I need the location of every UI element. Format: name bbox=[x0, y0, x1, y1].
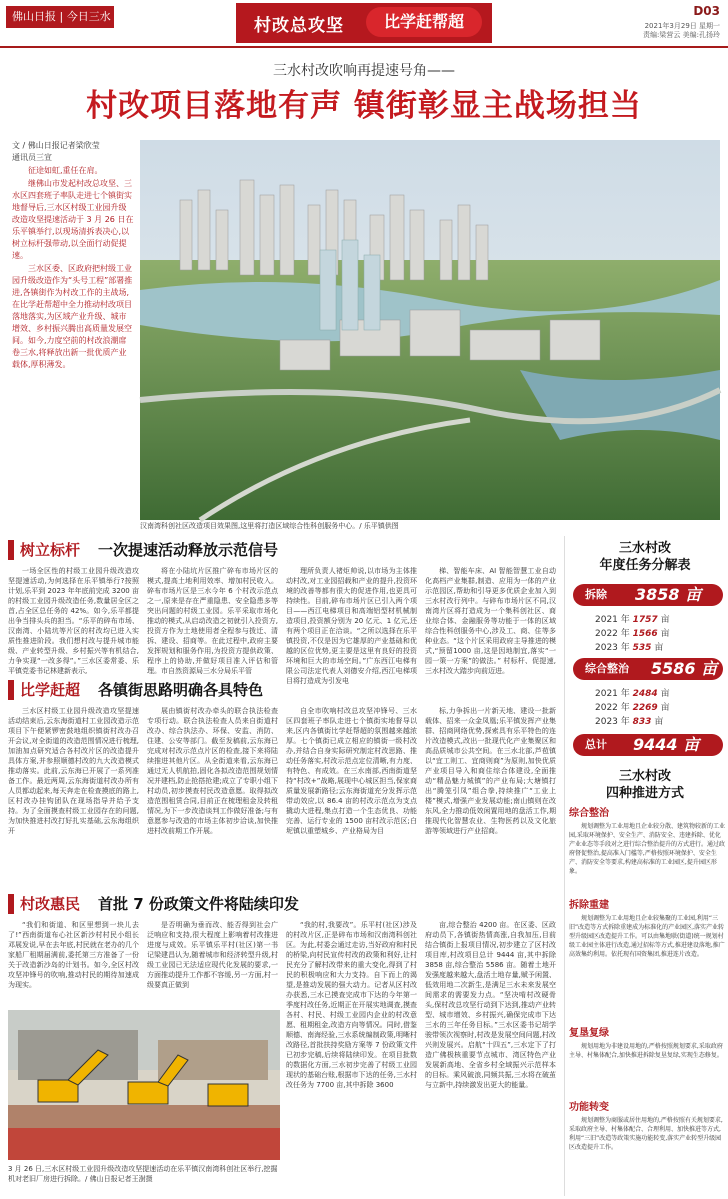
photo-caption: 汉南湾科创社区改造项目效果图,这里将打造区域综合性科创服务中心。/ 乐平镇供图 bbox=[140, 522, 399, 530]
section-heading-2 bbox=[8, 680, 556, 700]
rendering-image bbox=[140, 140, 720, 520]
method-item bbox=[569, 806, 725, 894]
section-heading-3 bbox=[8, 894, 556, 914]
banner-right: 比学赶帮超 bbox=[366, 7, 482, 37]
body-column bbox=[286, 706, 417, 886]
banner-left: 村改总攻坚 bbox=[254, 16, 344, 36]
section-marker bbox=[8, 894, 14, 914]
section-title: 各镇街思路明确各具特色 bbox=[98, 681, 264, 699]
year-row: 2022 年 1566 亩 bbox=[595, 629, 670, 639]
demolition-total bbox=[573, 584, 723, 606]
year-row: 2023 年 535 亩 bbox=[595, 643, 664, 653]
section-1-body bbox=[8, 566, 556, 685]
body-column bbox=[147, 566, 278, 675]
method-item bbox=[569, 1100, 725, 1192]
page-header bbox=[0, 0, 728, 48]
section-tag: 树立标杆 bbox=[20, 541, 81, 559]
methods-heading bbox=[565, 768, 725, 802]
body-text: 标,力争拆出一片新天地、建设一批新载体、招来一众金凤凰;乐平镇发挥产业集群、招商网络优势,探索具有乐平特色的连片改造模式,改出一批现代化产业集聚区和高品质城市公共空间。在三水北部,芦苞镇以“宜工则工、宜商则商”为原则,加快优质产业项目导入和商住综合体建设,全面推动“精品魅力城镇”的产业布局;大塘镇打出“腾笼引凤”组合拳,持续推广“工业上楼”模式,增强产业发展动能;南山镇则在改东风,全力推动低效闲置用地的盘活工作,期推现代化智慧农业、生物医药以及文化旅游等领域进行产业招商。 bbox=[425, 707, 556, 835]
table-title bbox=[565, 540, 725, 574]
article-kicker: 三水村改吹响再提速号角—— bbox=[273, 63, 455, 79]
body-column bbox=[8, 566, 139, 675]
body-column bbox=[286, 920, 417, 1196]
section-marker bbox=[8, 680, 14, 700]
grand-total bbox=[573, 734, 723, 756]
rendering-photo bbox=[140, 140, 720, 520]
body-text: 亩,综合整治 4200 亩。在区委、区政府动员下,各镇街热情高涨,自我加压,目前结合镇街上报项目情况,初步建立了区村改项目库,村改项目总计 9444 亩,其中拆除 3858 亩,综合整治 5586 亩。随着土地开发强度越来越大,盘活土地存量,赋予闲置、低效用地二次新生,是满足三水未来发展空间需求的需要发力点。“坚决啃村改硬骨头,保村改总攻坚行动到下达到,推动产业转型、城市增效、乡村振兴,确保完成市下达三水的三年任务目标。”三水区委书记胡学骏带领次视察时,村改是发展空间问题,村改兴则发展兴。启航“十四五”,三水定下了打造广佛极核重要节点城市、湾区特色产业发展新高地、全省乡村全域振兴示范样本的目标。乘风破浪,同频共振,三水将在破茧与立新中,持续激发出更大的能量。 bbox=[425, 921, 556, 1089]
article-byline: 文 / 佛山日报记者梁欣莹 通讯员三宣 bbox=[12, 141, 100, 162]
newspaper-logo: 佛山日报 | 今日三水 bbox=[6, 6, 114, 28]
body-column bbox=[286, 566, 417, 685]
method-item bbox=[569, 898, 725, 1022]
body-text: 是否明确为垂而改、能否得到社会广泛响应和支持,很大程度上影响着村改推进进度与成效。乐平镇乐平村(社区)第一书记梁建昌认为,随着城市和经济转型升级,村级工业园已无法适应现代化发展的要求,一方面推动提升工作都不容缓,另一方面,村一级要真正做到 bbox=[147, 921, 278, 989]
body-text: “我的村,我要改”。乐平村(社区)涉及的村改片区,正是碎布市场和汉南湾科创社区。为此,村委会通过走访,当好政府和村民的桥梁,向村民宣传村改的政策和利好,让村民充分了解村改带来的重大变化,得到了村民的积极响应和大力支持。自下而上的渴望,是推动发展的强大动力。记者从区村改办获悉,三水已摸查完成市下达的今年第一季度村改任务,近期正在开展实地调查,摸查各村、村民、村级工业园内企业的村改意愿、租期租金,改造方向等情况。同时,借鉴顺德、南海经验,三水系统编制政策,明晰村改路径,首批扶持奖励方案等 7 份政策文件已初步完稿,后续将陆续印发。在项目批数的数据化方面,三水初步完善了村级工业园现状的基础台账,根据市下达的任务,三水村改任务为 7700 亩,其中拆除 3600 bbox=[286, 921, 417, 1089]
methods-title-line1: 三水村改 bbox=[618, 769, 671, 784]
section-title: 首批 7 份政策文件将陆续印发 bbox=[98, 895, 299, 913]
section-tag: 村改惠民 bbox=[20, 895, 81, 913]
demolition-caption: 3 月 26 日,三水区村级工业园升级改造攻坚提速活动在乐平镇汉南湾科创社区举行,挖掘机对老旧厂房进行拆除。/ 佛山日报记者王澍摄 bbox=[8, 1165, 278, 1183]
method-text: 规划用地为非建设用地的,严格按照规划要求,采取政府主导、村集体配合,加快推进拆除复垦复绿,实现生态修复。 bbox=[569, 1043, 723, 1059]
methods-title-line2: 四种推进方式 bbox=[605, 786, 684, 801]
section-title: 一次提速活动释放示范信号 bbox=[98, 541, 279, 559]
renovation-total bbox=[573, 658, 723, 680]
body-text: 将在小陆坑片区推广碎布市场片区的模式,提高土地利用效率、增加村民收入。碎布市场片区是三水今年 6 个村改示范点之一,原来是存在严重隐患、安全隐患多等突出问题的村级工业园。乐平采取市场化推动的模式,从启动改造之初就引入投资方,投资方作为土地使用者全程参与拨迁、清拆、建设、招商等。在此过程中,政府主要发挥规划和服务作用,为投资方提供政策、程序上的协助,并做好项目准入评估和管理。市自然资源局三水分局乐平管 bbox=[147, 567, 278, 675]
sidebar-infobox bbox=[564, 536, 724, 1196]
year-row: 2021 年 1757 亩 bbox=[595, 615, 670, 625]
section-2-body bbox=[8, 706, 556, 886]
section-tag: 比学赶超 bbox=[20, 681, 81, 699]
table-title-line1: 三水村改 bbox=[618, 541, 671, 556]
body-text: 自全市吹响村改总攻坚冲锋号、三水区四套班子率队走进七个镇街实地督导以来,区内各镇街比学赶帮超的氛围越来越浓厚。七个镇街已成立相应的镇街一级村改办,并结合自身实际研究制定村改思路、推动任务落实,村改示范点定位清晰,有力度、有特色、有成效。在三水南部,西南街道坚持“村改+”战略,展现中心城区担当,保家商质量发展新路径;云东海街道充分发挥示范带动效应,以 86.4 亩的村改示范点为支点撬动大进程,集点打造一个生态优良、功能完善、运行专业的 1500 亩村改示范区;白坭镇以重塑城乡、产业格局为目 bbox=[286, 707, 417, 835]
page-number: D03 bbox=[693, 4, 720, 18]
method-item bbox=[569, 1026, 725, 1096]
demolition-image bbox=[8, 1010, 280, 1160]
table-title-line2: 年度任务分解表 bbox=[599, 558, 691, 573]
demolition-value: 3858 亩 bbox=[635, 585, 702, 604]
body-text: 一场全区性的村级工业园升级改造攻坚提速活动,为何选择在乐平镇举行?按照计划,乐平到 2023 年年底前完成 3200 亩的村级工业园升级改造任务,数量居全区之首,占全区总任务的 42%。如今,乐平都提出争当排头兵的担当。“乐平的碎布市场、汉南湾、小陆坑等片区的村改均已进入实质性推进阶段。我们想村改与提升城市能级、产业转型升级、乡村振兴等有机结合,力争实现“一改多得”。”三水区委常委、乐平镇党委书记林建新表示, bbox=[8, 567, 139, 675]
method-text: 规划调整为工业用地且企业较分散、建筑物较新的工业园,采取环境保护、安全生产、消防安全、违建拆除、优化产业业态等手段对之进行综合整治提升的方式进行。通过政府督促整治,提高准入门槛等,严格按照环境保护、安全生产、消防安全等要求,构建高标准的工业园区,提升园区形象。 bbox=[569, 823, 726, 875]
demolition-label: 拆除 bbox=[585, 588, 607, 601]
year-row: 2023 年 833 亩 bbox=[595, 717, 664, 727]
method-title: 拆除重建 bbox=[569, 900, 609, 911]
body-column bbox=[8, 706, 139, 886]
body-column bbox=[425, 706, 556, 886]
renovation-label: 综合整治 bbox=[585, 662, 629, 675]
section-heading-1 bbox=[8, 540, 556, 560]
year-row: 2022 年 2269 亩 bbox=[595, 703, 670, 713]
demolition-photo bbox=[8, 1010, 280, 1160]
grand-total-value: 9444 亩 bbox=[633, 735, 700, 754]
date-text: 2021年3月29日 星期一 bbox=[644, 22, 720, 30]
article-headline: 村改项目落地有声 镇街彰显主战场担当 bbox=[86, 88, 642, 124]
lead-p1: 征途如虹,重任在肩。 bbox=[28, 166, 103, 175]
issue-date bbox=[643, 22, 720, 40]
body-column bbox=[147, 706, 278, 886]
method-title: 综合整治 bbox=[569, 808, 609, 819]
method-title: 功能转变 bbox=[569, 1102, 609, 1113]
body-text: 理所负责人褚炬帅说,以市场为主体推动村改,对工业园招载和产业的提升,投资环境的改善等都有很大的促进作用,也更具可持续性。目前,碎布市场片区已引入两个项目——西江电梯项目和高端铝型材机械制造项目,投资额分别为 20 亿元、1 亿元,还有两个项目正在洽谈。“之所以选择在乐平镇投资,不仅是因为它雄厚的产业基础和优越的区位优势,更主要是这里有良好的投资环境和巨大的市场空间。”广东西江电梯有限公司法定代表人刘德安介绍,西江电梯项目将打造成为引发电 bbox=[286, 567, 417, 685]
lead-paragraphs bbox=[12, 165, 134, 515]
grand-total-label: 总计 bbox=[585, 738, 607, 751]
section-marker bbox=[8, 540, 14, 560]
method-text: 规划调整为工业用地且企业较集聚的工业园,利用“三旧”改造等方式拆除重建成为标准化的产业园区,落实产业转型升级园区改造提升工作。可以由集地联(街道)统一规划村级工业园主体进行改造,通过招标等方式,推进建设落地,推广高效集约利用。依托现有国资集团,推进连片改造。 bbox=[569, 915, 725, 958]
renovation-value: 5586 亩 bbox=[651, 659, 718, 678]
section-banner bbox=[236, 3, 492, 43]
editors-text: 责编:梁营云 美编:孔扬玲 bbox=[643, 31, 720, 39]
body-text: 三水区村级工业园升级改造攻坚提速活动结束后,云东海街道村工业园改造示范项目下午便紧锣密鼓地组织镇街村改办召开会议,对全街道的改造范围情况进行梳理,加油加点研究适合各村改片区的改造提升具体方案,并参照顺德村改的九大改造模式推动落实。此前,云东海已开展了一系列准备工作。最近两周,云东海街道村改办所有人员都动起来,每天奔走在检查摸底的路上,区村改办挂钩团队在现场指导并给予支持。为了全面摸查村级工业园存在的问题,为加快推进村改打好扎实基础,云东海组织开 bbox=[8, 707, 139, 835]
lead-p3: 三水区委、区政府把村级工业园升级改造作为“头号工程”部署推进,各镇街作为村改工作的主战场,在比学赶帮超中全力推动村改项目落地落实,为区域产业升级、城市增效、乡村振兴腾出高质量发展空间。如今,力度空前的村改浪潮席卷三水,将释放出新一批优质产业载体,厚积薄发。 bbox=[12, 264, 133, 369]
body-text: “我们和街道、和区里想到一块儿去了!”西南街道布心社区新沙村村民小组长邓展发说,早在去年底,村民就在老办的几个家船厂租期届满前,委托第三方准备了一份关于改造新沙岛的计划书。如今,全区村改攻坚冲锋号的吹响,推动村民的期待加速成为现实。 bbox=[8, 921, 139, 989]
body-column bbox=[425, 920, 556, 1196]
body-text: 梯、智能车床、AI 智能智慧工业自动化高档产业集群,制造、应用为一体的产业示范园区,帮助和引导更多优质企业加入到三水村改行列中。与碎布市场片区不同,汉南湾片区将打造成为一个集科创社区、商业综合体、金融服务等功能于一体的区域综合性科创服务中心,涉及工、商、住等多种业态。“这个片区采用政府主导推进的模式,“预留1000 亩,这是因地制宜,落实“一园一策一方案”的做法。” 村标杆、促提速,三水村改大踏步向前迈进。 bbox=[425, 567, 556, 675]
lead-p2: 继佛山市发起村改总攻坚、三水区四套班子率队走进七个镇街实地督导后,三水区村级工业园升级改造攻坚提速活动于 3 月 26 日在乐平镇举行,以现场清拆表决心,以树立标杆强带动,以全面行动促提速。 bbox=[12, 179, 134, 260]
method-text: 规划调整为商服或居住用地的,严格按照有关规划要求,采取政府主导、村集体配合、合理利用、加快推进等方式,利用“三旧”改造等政策实施功能转变,落实产业转型升级园区改造提升工作。 bbox=[569, 1117, 723, 1151]
method-title: 复垦复绿 bbox=[569, 1028, 609, 1039]
year-row: 2021 年 2484 亩 bbox=[595, 689, 670, 699]
body-text: 展由镇街村改办牵头的联合执法检查专项行动。联合执法检查人员来自街道村改办、综合执法办、环保、安监、消防、住建、公安等部门。截至发稿前,云东海已完成对村改示范点片区的检查,接下来将陆续推进其他片区。从全街道来看,云东海已通过无人机航拍,固化各拟改造范围规划情况并建档,防止抢搭抢建;成立了专职小组下村动员,初步摸查村民改造意愿。取得拟改造范围租赁合同,目前正在梳理租金及转租情况,为下一步改造谈判工作做好准备;与有意愿参与改造的市场主体初步洽谈,加快推进村改前期工作开展。 bbox=[147, 707, 278, 835]
body-column bbox=[425, 566, 556, 675]
